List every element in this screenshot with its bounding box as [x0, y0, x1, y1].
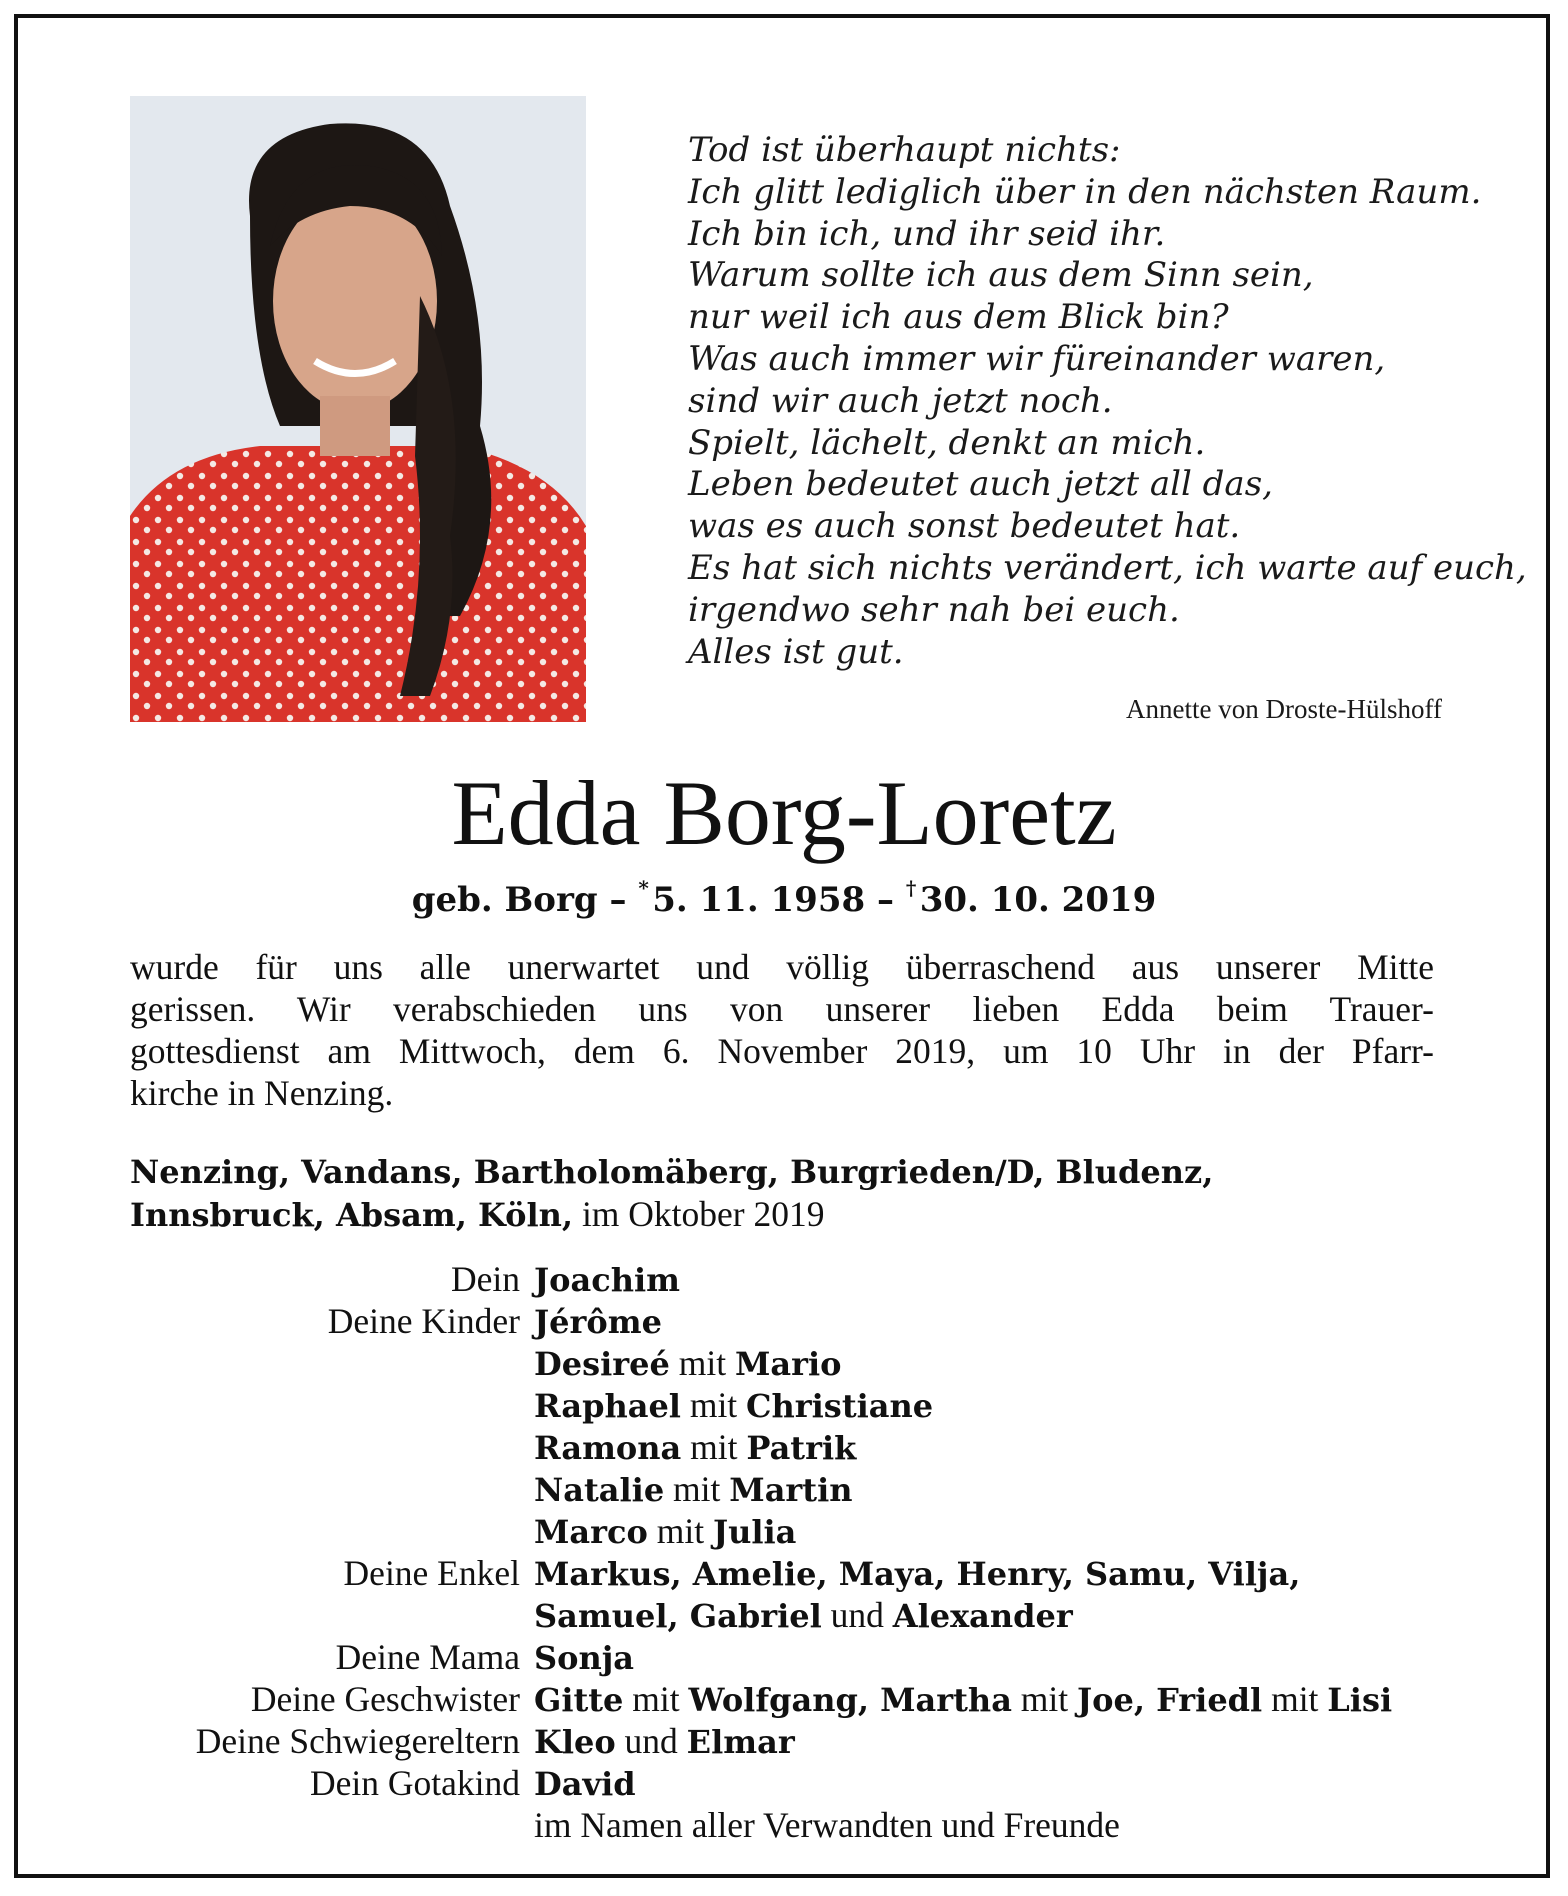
mourner-name: Desireé [534, 1345, 670, 1383]
announcement-line: kirche in Nenzing. [130, 1073, 394, 1113]
mourner-row [0, 1636, 1568, 1678]
mourner-name: Patrik [746, 1429, 857, 1467]
poem-line: Leben bedeutet auch jetzt all das, [688, 464, 1273, 505]
deceased-name: Edda Borg-Loretz [451, 762, 1117, 864]
mourner-name: Jérôme [534, 1303, 662, 1341]
poem-line: sind wir auch jetzt noch. [688, 380, 1113, 421]
mourner-name: Joe, Friedl [1077, 1681, 1263, 1719]
mourner-name: Sonja [534, 1639, 635, 1677]
joiner: mit [681, 1427, 747, 1467]
mourner-row [0, 1510, 1568, 1552]
announcement-text [130, 946, 1434, 1114]
mourner-row [0, 1384, 1568, 1426]
mourner-name: David [534, 1765, 636, 1803]
mourner-name: Christiane [746, 1387, 934, 1425]
poem-line: Ich bin ich, und ihr seid ihr. [688, 213, 1166, 254]
places-line: Nenzing, Vandans, Bartholomäberg, Burgrieden/D, Bludenz, [130, 1153, 1214, 1191]
mourner-row [0, 1468, 1568, 1510]
mourner-name: Kleo [534, 1723, 616, 1761]
closing-line: im Namen aller Verwandten und Freunde [534, 1805, 1120, 1845]
joiner: mit [680, 1385, 747, 1425]
mourner-row [0, 1552, 1568, 1594]
poem-line: Spielt, lächelt, denkt an mich. [688, 422, 1206, 463]
mourner-name: Wolfgang, Martha [688, 1681, 1012, 1719]
relation-label: Dein Gotakind [309, 1763, 520, 1803]
mourner-name: Julia [712, 1513, 797, 1551]
mourner-name: Marco [534, 1513, 648, 1551]
places-and-date [130, 1150, 1450, 1236]
poem-line: was es auch sonst bedeutet hat. [688, 506, 1241, 547]
poem-line: Tod ist überhaupt nichts: [688, 130, 1121, 170]
joiner: mit [647, 1511, 713, 1551]
mourner-name: Martin [729, 1471, 853, 1509]
mourner-name: Ramona [534, 1429, 682, 1467]
mourner-name: Joachim [534, 1261, 680, 1299]
maiden-name: geb. Borg – [411, 880, 627, 920]
mourner-row [0, 1258, 1568, 1300]
poem-line: Alles ist gut. [688, 631, 904, 672]
joiner: mit [623, 1679, 689, 1719]
mourner-row [0, 1426, 1568, 1468]
joiner: mit [664, 1469, 730, 1509]
mourner-name: Elmar [686, 1723, 795, 1761]
mourner-name: Mario [734, 1345, 842, 1383]
joiner: und [615, 1721, 687, 1761]
announcement-line: wurde für uns alle unerwartet und völlig überraschend aus unserer Mitte [130, 947, 1434, 987]
birth-symbol: * [638, 876, 649, 900]
relation-label: Deine Mama [335, 1637, 520, 1677]
poem-line: Es hat sich nichts verändert, ich warte auf euch, [688, 547, 1527, 588]
relation-label: Dein [450, 1259, 520, 1299]
mourner-name: Raphael [534, 1387, 681, 1425]
portrait-image [130, 96, 586, 722]
announcement-line: gerissen. Wir verabschieden uns von unserer lieben Edda beim Trauer- [130, 989, 1434, 1029]
relation-label: Deine Kinder [327, 1301, 520, 1341]
poem-line: irgendwo sehr nah bei euch. [688, 589, 1180, 630]
relation-label: Deine Enkel [343, 1553, 520, 1593]
mourner-row [0, 1594, 1568, 1636]
mourner-name: Markus, Amelie, Maya, Henry, Samu, Vilja, [534, 1555, 1301, 1593]
death-symbol: † [905, 876, 917, 900]
joiner: und [821, 1595, 893, 1635]
mourner-name: Natalie [534, 1471, 665, 1509]
mourner-row [0, 1678, 1568, 1720]
poem-line: Was auch immer wir füreinander waren, [688, 338, 1386, 379]
mourner-name: Lisi [1327, 1681, 1393, 1719]
mourner-name: Samuel, Gabriel [534, 1597, 822, 1635]
birth-date: 5. 11. 1958 – [652, 880, 894, 920]
mourner-row [0, 1300, 1568, 1342]
relation-label: Deine Schwiegereltern [195, 1721, 520, 1761]
mourner-name: Gitte [534, 1681, 624, 1719]
notice-date: im Oktober 2019 [573, 1194, 825, 1234]
portrait-photo [130, 96, 586, 722]
relation-label: Deine Geschwister [250, 1679, 520, 1719]
announcement-line: gottesdienst am Mittwoch, dem 6. November 2019, um 10 Uhr in der Pfarr- [130, 1031, 1434, 1071]
mourner-row [0, 1762, 1568, 1804]
poem-line: Warum sollte ich aus dem Sinn sein, [688, 255, 1314, 296]
mourner-row [0, 1342, 1568, 1384]
mourners-list [0, 1258, 1568, 1846]
life-dates [0, 876, 1568, 920]
mourner-name: Alexander [892, 1597, 1073, 1635]
poem-line: Ich glitt lediglich über in den nächsten Raum. [688, 171, 1482, 212]
places-line: Innsbruck, Absam, Köln, [130, 1196, 574, 1234]
mourner-row [0, 1720, 1568, 1762]
joiner: mit [669, 1343, 735, 1383]
poem [688, 130, 1527, 673]
poem-line: nur weil ich aus dem Blick bin? [688, 297, 1229, 338]
death-date: 30. 10. 2019 [919, 880, 1157, 920]
mourner-row [0, 1804, 1568, 1846]
poem-author: Annette von Droste-Hülshoff [1126, 694, 1442, 724]
joiner: mit [1011, 1679, 1078, 1719]
joiner: mit [1262, 1679, 1328, 1719]
